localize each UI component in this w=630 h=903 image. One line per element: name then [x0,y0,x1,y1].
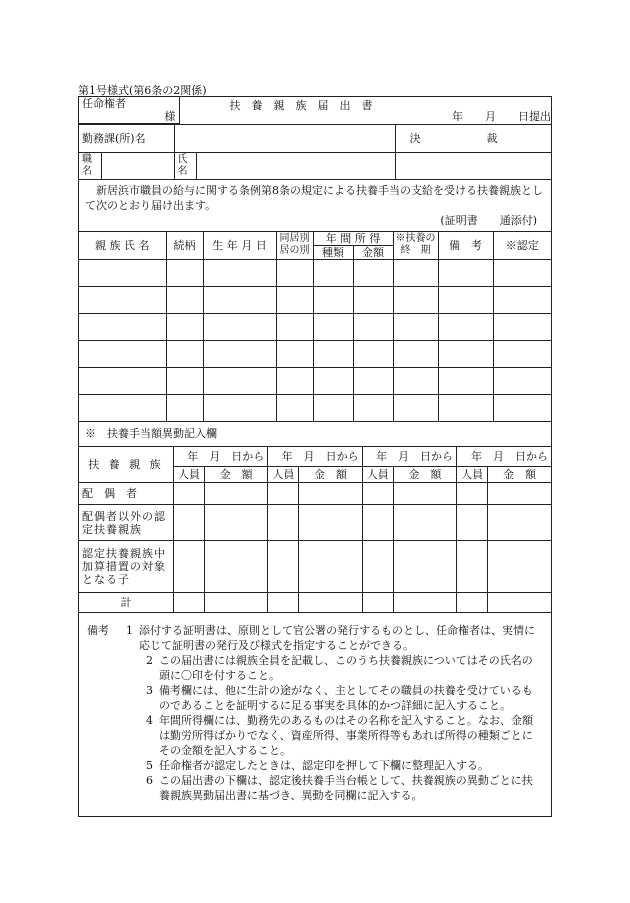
notes-heading: 備考 [87,624,109,637]
form-label: 第1号様式(第6条の2関係) [78,84,207,97]
office-value[interactable] [174,125,395,153]
date-submitted: 年 月 日提出 [452,110,551,124]
family-row [79,313,551,340]
note-item: 3 備考欄には、他に生計の途がなく、主としてその職員の扶養を受けているものであることを証明するに足る事実を具体的かつ詳細に記入すること。 [146,684,533,712]
person-table [79,153,551,180]
amount-header: 金 額 [393,467,456,483]
change-row-child [79,541,551,593]
col-end: ※扶養の終 期 [393,231,438,259]
col-name: 親 族 氏 名 [79,231,166,259]
row-label-child: 認定扶養親族中加算措置の対象となる子 [79,541,173,593]
row-label-other: 配偶者以外の認定扶養親族 [79,505,173,541]
period-1: 年 月 日から [173,447,267,467]
col-cert: ※認定 [493,231,551,259]
family-row [79,340,551,367]
office-table [79,124,551,153]
honorific: 様 [164,110,176,123]
col-relation: 続柄 [166,231,203,259]
period-2: 年 月 日から [268,447,362,467]
row-label-spouse: 配 偶 者 [79,483,173,505]
change-row-other [79,505,551,541]
form-frame [78,96,552,817]
note-item: 4 年間所得欄には、勤務先のあるものはその名称を記入すること。なお、金額は勤労所得ばかりでなく、資産所得、事業所得等もあれば所得の種類ごとにその金額を記入すること。 [146,714,533,757]
col-cohab: 同居別居の別 [276,231,313,259]
persons-header: 人員 [268,467,299,483]
attachment-note: (証明書 通添付) [440,213,537,227]
persons-header: 人員 [457,467,488,483]
family-row [79,394,551,421]
post-label: 職名 [79,153,101,179]
dependents-header: 扶 養 親 族 [79,447,173,483]
header-table [79,97,551,124]
note-item: 2 この届出書には親族全員を記載し、このうち扶養親族についてはその氏名の頭に〇印を付すること。 [146,654,533,682]
amount-header: 金 額 [205,467,268,483]
col-income-type: 種類 [313,245,353,259]
change-table [79,447,551,614]
persons-header: 人員 [362,467,393,483]
persons-header: 人員 [173,467,204,483]
note-item: 6 この届出書の下欄は、認定後扶養手当台帳として、扶養親族の異動ごとに扶養親族異動届出書に基づき、異動を同欄に記入する。 [146,774,533,802]
appointer-cell [79,97,179,124]
approval-label: 決 裁 [395,125,551,153]
change-row-spouse [79,483,551,505]
amount-header: 金 額 [299,467,362,483]
family-row [79,286,551,313]
col-birth: 生 年 月 日 [203,231,276,259]
col-income: 年 間 所 得 [313,231,393,245]
family-row [79,367,551,394]
intro-text: 新居浜市職員の給与に関する条例第8条の規定による扶養手当の支給を受ける扶養親族として次のとおり届け出ます。 (証明書 通添付) [85,183,543,227]
name-label: 氏名 [174,153,196,179]
change-section-title: ※ 扶養手当額異動記入欄 [79,422,551,447]
note-item: 5 任命権者が認定したときは、認定印を押して下欄に整理記入する。 [146,759,489,772]
approval-stamp-area[interactable] [395,153,551,179]
form-title: 扶 養 親 族 届 出 書 [229,99,373,113]
note-item: 備考 1 添付する証明書は、原則として官公署の発行するものとし、任命権者は、実情に応じて証明書の発行及び様式を指定することができる。 [87,624,535,652]
appointer-label: 任命権者 [82,97,126,110]
notes [79,613,551,803]
post-value[interactable] [101,153,174,179]
family-table [79,231,551,422]
office-label: 勤務課(所)名 [79,125,174,153]
amount-header: 金 額 [488,467,551,483]
period-3: 年 月 日から [362,447,456,467]
name-value[interactable] [196,153,395,179]
period-4: 年 月 日から [457,447,551,467]
family-row [79,259,551,286]
change-row-total [79,593,551,613]
col-remarks: 備 考 [438,231,493,259]
col-income-amount: 金額 [353,245,393,259]
row-label-total: 計 [79,593,173,613]
